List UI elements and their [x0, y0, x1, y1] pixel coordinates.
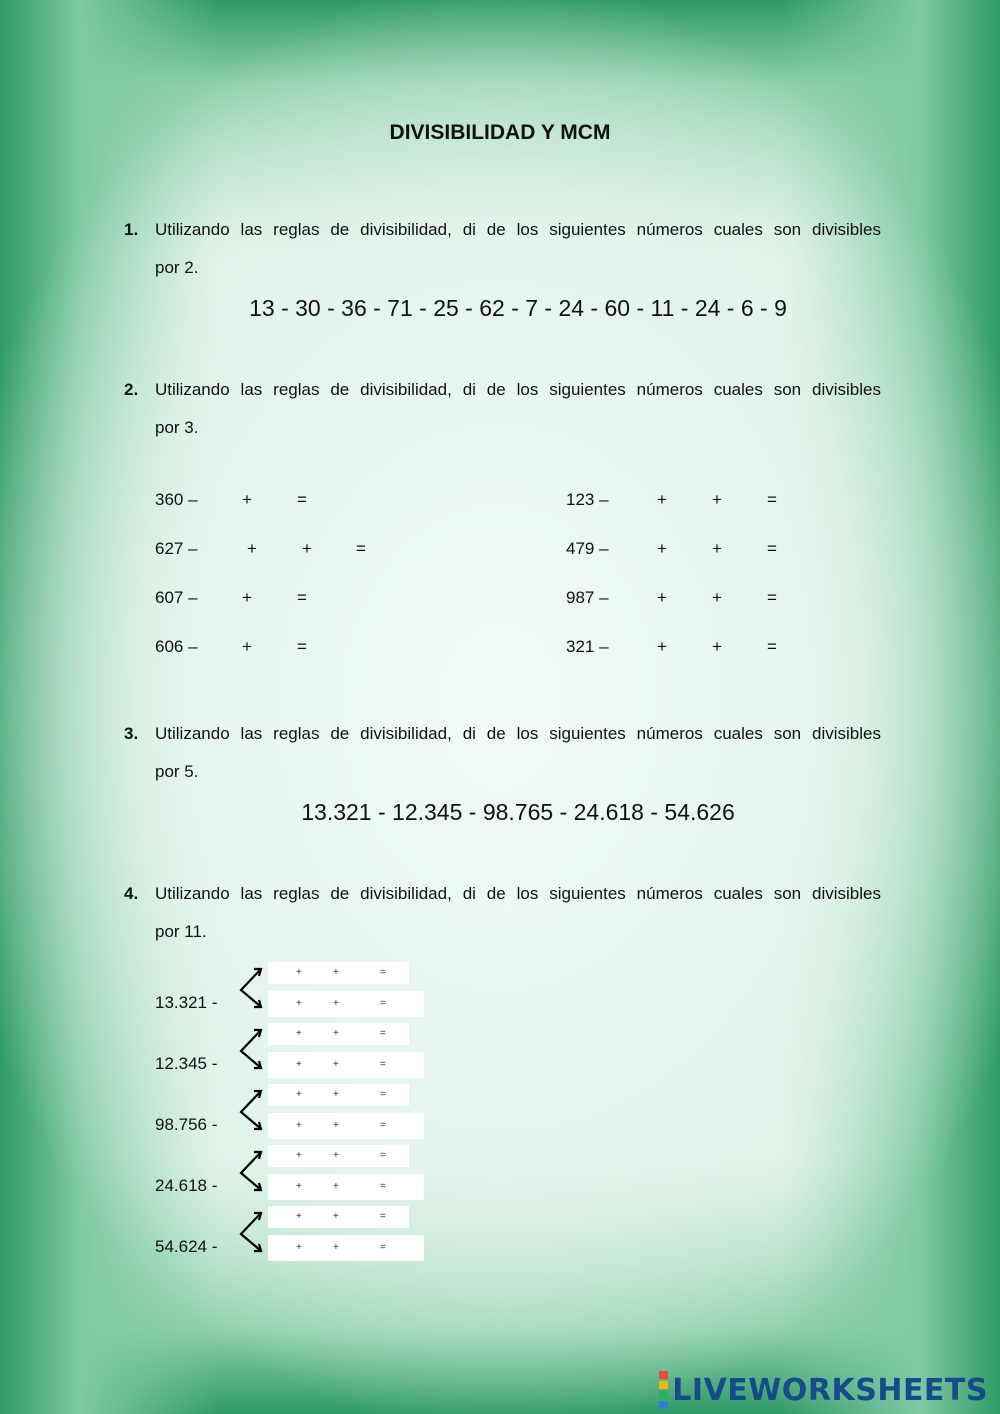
- plus-sign: +: [657, 490, 667, 509]
- plus-sign: +: [333, 1089, 339, 1100]
- q2-left-number: 606 –: [155, 637, 198, 656]
- equals-sign: =: [767, 490, 777, 509]
- logo-mark-icon: [659, 1370, 668, 1410]
- question-1-numbers: 13 - 30 - 36 - 71 - 25 - 62 - 7 - 24 - 60 - 11 - 24 - 6 - 9: [249, 295, 787, 321]
- page-title: DIVISIBILIDAD Y MCM: [389, 121, 611, 144]
- plus-sign: +: [712, 490, 722, 509]
- q2-right-number: 479 –: [566, 539, 609, 558]
- equals-sign: =: [380, 1181, 386, 1192]
- plus-sign: +: [242, 490, 252, 509]
- equals-sign: =: [380, 1059, 386, 1070]
- plus-sign: +: [333, 1242, 339, 1253]
- plus-sign: +: [333, 967, 339, 978]
- question-3-number: 3.: [124, 724, 139, 743]
- q2-left-number: 360 –: [155, 490, 198, 509]
- equals-sign: =: [767, 539, 777, 558]
- q4-answer-box-bottom[interactable]: [268, 1235, 424, 1261]
- q4-answer-box-bottom[interactable]: [268, 1113, 424, 1139]
- equals-sign: =: [380, 998, 386, 1009]
- q4-number-label: 98.756 -: [155, 1115, 218, 1134]
- q2-right-number: 987 –: [566, 588, 609, 607]
- plus-sign: +: [712, 539, 722, 558]
- q4-answer-box-bottom[interactable]: [268, 1174, 424, 1200]
- question-3-text-cont: por 5.: [155, 762, 199, 781]
- plus-sign: +: [296, 1211, 302, 1222]
- question-2-text: Utilizando las reglas de divisibilidad, di de los siguientes números cuales son divisibles: [155, 380, 881, 399]
- plus-sign: +: [247, 539, 257, 558]
- plus-sign: +: [296, 1150, 302, 1161]
- equals-sign: =: [380, 1150, 386, 1161]
- plus-sign: +: [302, 539, 312, 558]
- logo-color-block: [659, 1371, 668, 1379]
- q4-number-label: 12.345 -: [155, 1054, 218, 1073]
- branch-arrows-icon: [236, 966, 266, 1012]
- plus-sign: +: [296, 1059, 302, 1070]
- plus-sign: +: [333, 1181, 339, 1192]
- question-4-text: Utilizando las reglas de divisibilidad, di de los siguientes números cuales son divisibles: [155, 884, 881, 903]
- branch-arrows-icon: [236, 1088, 266, 1134]
- q4-answer-box-bottom[interactable]: [268, 991, 424, 1017]
- equals-sign: =: [297, 588, 307, 607]
- equals-sign: =: [380, 1120, 386, 1131]
- q2-left-number: 627 –: [155, 539, 198, 558]
- question-3-text: Utilizando las reglas de divisibilidad, di de los siguientes números cuales son divisibles: [155, 724, 881, 743]
- question-1-text: Utilizando las reglas de divisibilidad, di de los siguientes números cuales son divisibles: [155, 220, 881, 239]
- branch-arrows-icon: [236, 1027, 266, 1073]
- plus-sign: +: [333, 998, 339, 1009]
- logo-color-block: [659, 1391, 668, 1399]
- logo-color-block: [659, 1401, 668, 1409]
- plus-sign: +: [296, 998, 302, 1009]
- plus-sign: +: [657, 588, 667, 607]
- question-1-number: 1.: [124, 220, 139, 239]
- plus-sign: +: [296, 1242, 302, 1253]
- question-2-text-cont: por 3.: [155, 418, 199, 437]
- plus-sign: +: [242, 588, 252, 607]
- question-3-numbers: 13.321 - 12.345 - 98.765 - 24.618 - 54.626: [301, 799, 735, 825]
- equals-sign: =: [356, 539, 366, 558]
- question-4-number: 4.: [124, 884, 139, 903]
- equals-sign: =: [380, 1242, 386, 1253]
- plus-sign: +: [333, 1120, 339, 1131]
- plus-sign: +: [333, 1028, 339, 1039]
- equals-sign: =: [297, 490, 307, 509]
- liveworksheets-logo: [659, 1372, 988, 1408]
- q4-number-label: 54.624 -: [155, 1237, 218, 1256]
- equals-sign: =: [297, 637, 307, 656]
- logo-color-block: [659, 1381, 668, 1389]
- q4-number-label: 24.618 -: [155, 1176, 218, 1195]
- question-2-number: 2.: [124, 380, 139, 399]
- branch-arrows-icon: [236, 1149, 266, 1195]
- q4-number-label: 13.321 -: [155, 993, 218, 1012]
- plus-sign: +: [296, 1181, 302, 1192]
- equals-sign: =: [380, 1211, 386, 1222]
- question-1-text-cont: por 2.: [155, 258, 199, 277]
- plus-sign: +: [296, 1120, 302, 1131]
- plus-sign: +: [242, 637, 252, 656]
- plus-sign: +: [333, 1150, 339, 1161]
- plus-sign: +: [657, 637, 667, 656]
- plus-sign: +: [333, 1211, 339, 1222]
- q2-right-number: 123 –: [566, 490, 609, 509]
- q2-left-number: 607 –: [155, 588, 198, 607]
- question-4-text-cont: por 11.: [155, 922, 207, 941]
- q2-right-number: 321 –: [566, 637, 609, 656]
- equals-sign: =: [380, 967, 386, 978]
- plus-sign: +: [296, 1028, 302, 1039]
- logo-text: LIVEWORKSHEETS: [672, 1372, 988, 1408]
- equals-sign: =: [380, 1028, 386, 1039]
- plus-sign: +: [657, 539, 667, 558]
- plus-sign: +: [712, 637, 722, 656]
- q4-answer-box-bottom[interactable]: [268, 1052, 424, 1078]
- equals-sign: =: [380, 1089, 386, 1100]
- branch-arrows-icon: [236, 1210, 266, 1256]
- equals-sign: =: [767, 588, 777, 607]
- plus-sign: +: [296, 1089, 302, 1100]
- equals-sign: =: [767, 637, 777, 656]
- plus-sign: +: [712, 588, 722, 607]
- plus-sign: +: [296, 967, 302, 978]
- plus-sign: +: [333, 1059, 339, 1070]
